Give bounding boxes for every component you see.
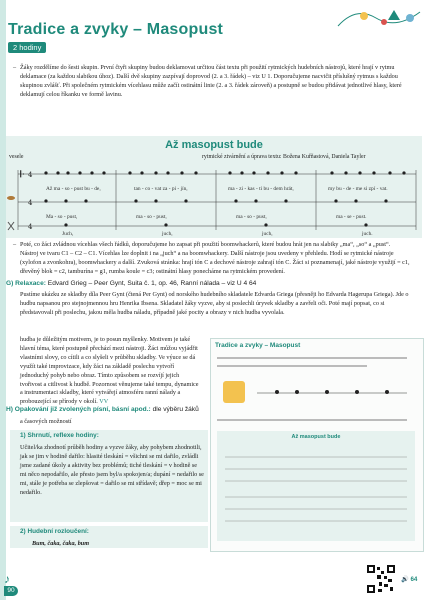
section-g-label: G) Relaxace: (6, 280, 46, 287)
vv-badge: VV (99, 398, 109, 406)
lyrics-row1d: my bu - de - me si zpí - vat. (328, 186, 388, 192)
section-h-heading (6, 406, 199, 413)
section-g-text: Pustíme ukázku ze skladby díla Peer Gynt (čtená Per Gynt) od norského hudebního skladatele Edvarda Griega (přesněji ho Edvarda Hagerupa Griega). Jde o hudbu napsanou pro stejnojmennou hru Henrika Ibsena. Skladatel žáky vyzve, aby si poslechli úryvek skladby a zavřeli oči. Poté mají popsat, co si představovali při poslechu, jakou měla hudba náladu, případně jaké pocity a obrazy v nich hudba vyvolala. (20, 291, 409, 316)
lyrics-row3c: juch, (262, 231, 273, 237)
section-g-left-text: hudba je důležitým motivem, je to posun myšlenky. Motivem je také hlavní téma, které postupně přechází mezi nástroji. Žáci můžou vyjádřit vlastními slovy, co cítili a co slyšeli v průběhu skladby. Ve výuce se dá využít také improvizace, kdy žáci na základě poslechu vytvoří jednoduchý pohyb nebo obraz. Tímto způsobem se rozvíjí jejich tvořivost a citlivost k hudbě. Pozornost věnujeme také tempu, dynamice a instrumentaci skladby, které vytvářejí atmosféru ranní nálady a probouzející se přírody v okolí. VV (20, 336, 199, 406)
music-note-icon: ♪ (4, 572, 10, 586)
section-h-label: H) Opakování již zvolených písní, básní apod.: (6, 406, 151, 413)
bullet-dash: – (13, 241, 17, 248)
svg-text:4: 4 (28, 171, 33, 179)
lyrics-row1b: tan - co - vat za - pi - jín, (134, 186, 188, 192)
lyrics-row1: Až ma - so - pust bu - de, (46, 186, 101, 192)
music-score (6, 160, 422, 240)
section-g-title: Edvard Grieg – Peer Gynt, Suita č. 1, op. 46, Ranní nálada – viz U 4 64 (47, 280, 257, 287)
carnival-decoration-icon (336, 4, 422, 38)
post-text: Poté, co žáci zvládnou vícehlas všech řádků, doporučujeme ho zapsat při použití boomwhackerů, které budou hrát jen na slabiky „ma“, „so“ a „pust“. Nástroj ve tvaru C1 – C2 – C1. Vícehlas lze doplnit i na „juch“ a na boomwhackery. Další nástroje jsou uvedeny v přehledu. Hodí se rytmické nástroje (xylofon a zvonkohra), boomwhackery a další. Zvuková stránka: hrají tón C a dechové nástroje zahrají tón C. Žáci si poznamenají, jaké nástroje využijí = c1, dřevěný blok = c2, tamburína = g1, rumba koule = c3; ostinátní hlasy ponecháme na rytmickém provedení. (20, 241, 410, 275)
intro-paragraph (13, 64, 410, 100)
workbook-line (217, 365, 367, 367)
lyrics-row2d: ma - se - pust. (336, 214, 367, 220)
lyrics-row2a: Ma - so - pust, (46, 214, 78, 220)
section-g-heading (6, 280, 256, 287)
svg-text:𝄆: 𝄆 (20, 170, 25, 180)
workbook-line (217, 419, 407, 421)
bullet-dash: – (13, 64, 17, 71)
left-margin-bar (0, 0, 6, 600)
lyrics-row2c: ma - so - pust, (236, 214, 267, 220)
lyrics-row3d: juch. (362, 231, 373, 237)
lyrics-row2b: ma - so - pust, (136, 214, 167, 220)
section-h-sub: a časových možností (20, 418, 72, 425)
workbook-title: Tradice a zvyky – Masopust (215, 342, 301, 349)
workbook-score-lines (221, 445, 411, 535)
page-number: 90 (4, 586, 18, 596)
lyrics-row3a: Juch, (62, 231, 74, 237)
farewell-text: Bum, čaka, čaka, bum (32, 540, 90, 547)
svg-text:4: 4 (28, 223, 33, 231)
lyrics-row3b: juch, (162, 231, 173, 237)
audio-track-ref: 🔊 64 (401, 576, 418, 583)
song-tempo: vesele (9, 154, 24, 160)
intro-text: Žáky rozdělíme do šesti skupin. První čtyři skupiny budou deklamovat určitou část textu při použití rytmických hudebních nástrojů, které hrají v rytmu deklamace (za každou slabikou úhoz). Další dvě skupiny zazpívají doprovod (2. a 3. řádek) – viz U 1. Doporučujeme nacvičit příslušný rytmus s každou skupinou zvlášť. Při společném rytmickém vícehlasu může začít ostinátní linie (2. a 3. řádek zároveň) a postupně se budou přidávat jednotlivé hlasy, které deklamují celou říkanku ve formě lavinu. (20, 64, 402, 98)
section-h-text: dle výběru žáků (152, 406, 199, 413)
hours-badge: 2 hodiny (8, 42, 46, 53)
song-credits: rytmické ztvárnění a úprava textu: Božena Kuřňastová, Daniela Tayler (202, 154, 366, 160)
workbook-line (217, 357, 407, 359)
svg-text:4: 4 (28, 199, 33, 207)
post-song-paragraph (13, 241, 410, 277)
workbook-song-title: Až masopust bude (291, 434, 341, 440)
workbook-preview-image (210, 338, 424, 552)
farewell-heading: 2) Hudební rozloučení: (20, 528, 89, 535)
reflection-text: Učitel/ka zhodnotí průběh hodiny a vyzve žáky, aby pohybem zhodnotili, jak se jim v hodině dařilo: hlasité tleskání = všichni se mi dařilo, zvládli jsme zadané úkoly a aktivity bez problémů; tiché tleskání = v hodině se mi něco nepodařilo, ale přesto jsem byl/a spokojen/a; dupání = nedařilo se mi, stále je potřeba se zlepšovat = dařilo se mi střídavě; dřep = moc se mi nedařilo. (20, 444, 204, 496)
page-title: Tradice a zvyky – Masopust (8, 21, 224, 38)
speaker-icon: 🔊 (401, 576, 409, 583)
reflection-heading: 1) Shrnutí, reflexe hodiny: (20, 432, 99, 439)
song-score-box (6, 136, 422, 238)
qr-code-icon[interactable] (366, 564, 396, 594)
lyrics-row1c: ma - zi - kas - ti bu - dem hrát, (228, 186, 294, 192)
song-title: Až masopust bude (165, 139, 263, 151)
workbook-rhythm-figure (217, 373, 417, 413)
workbook-song-box (217, 431, 415, 541)
